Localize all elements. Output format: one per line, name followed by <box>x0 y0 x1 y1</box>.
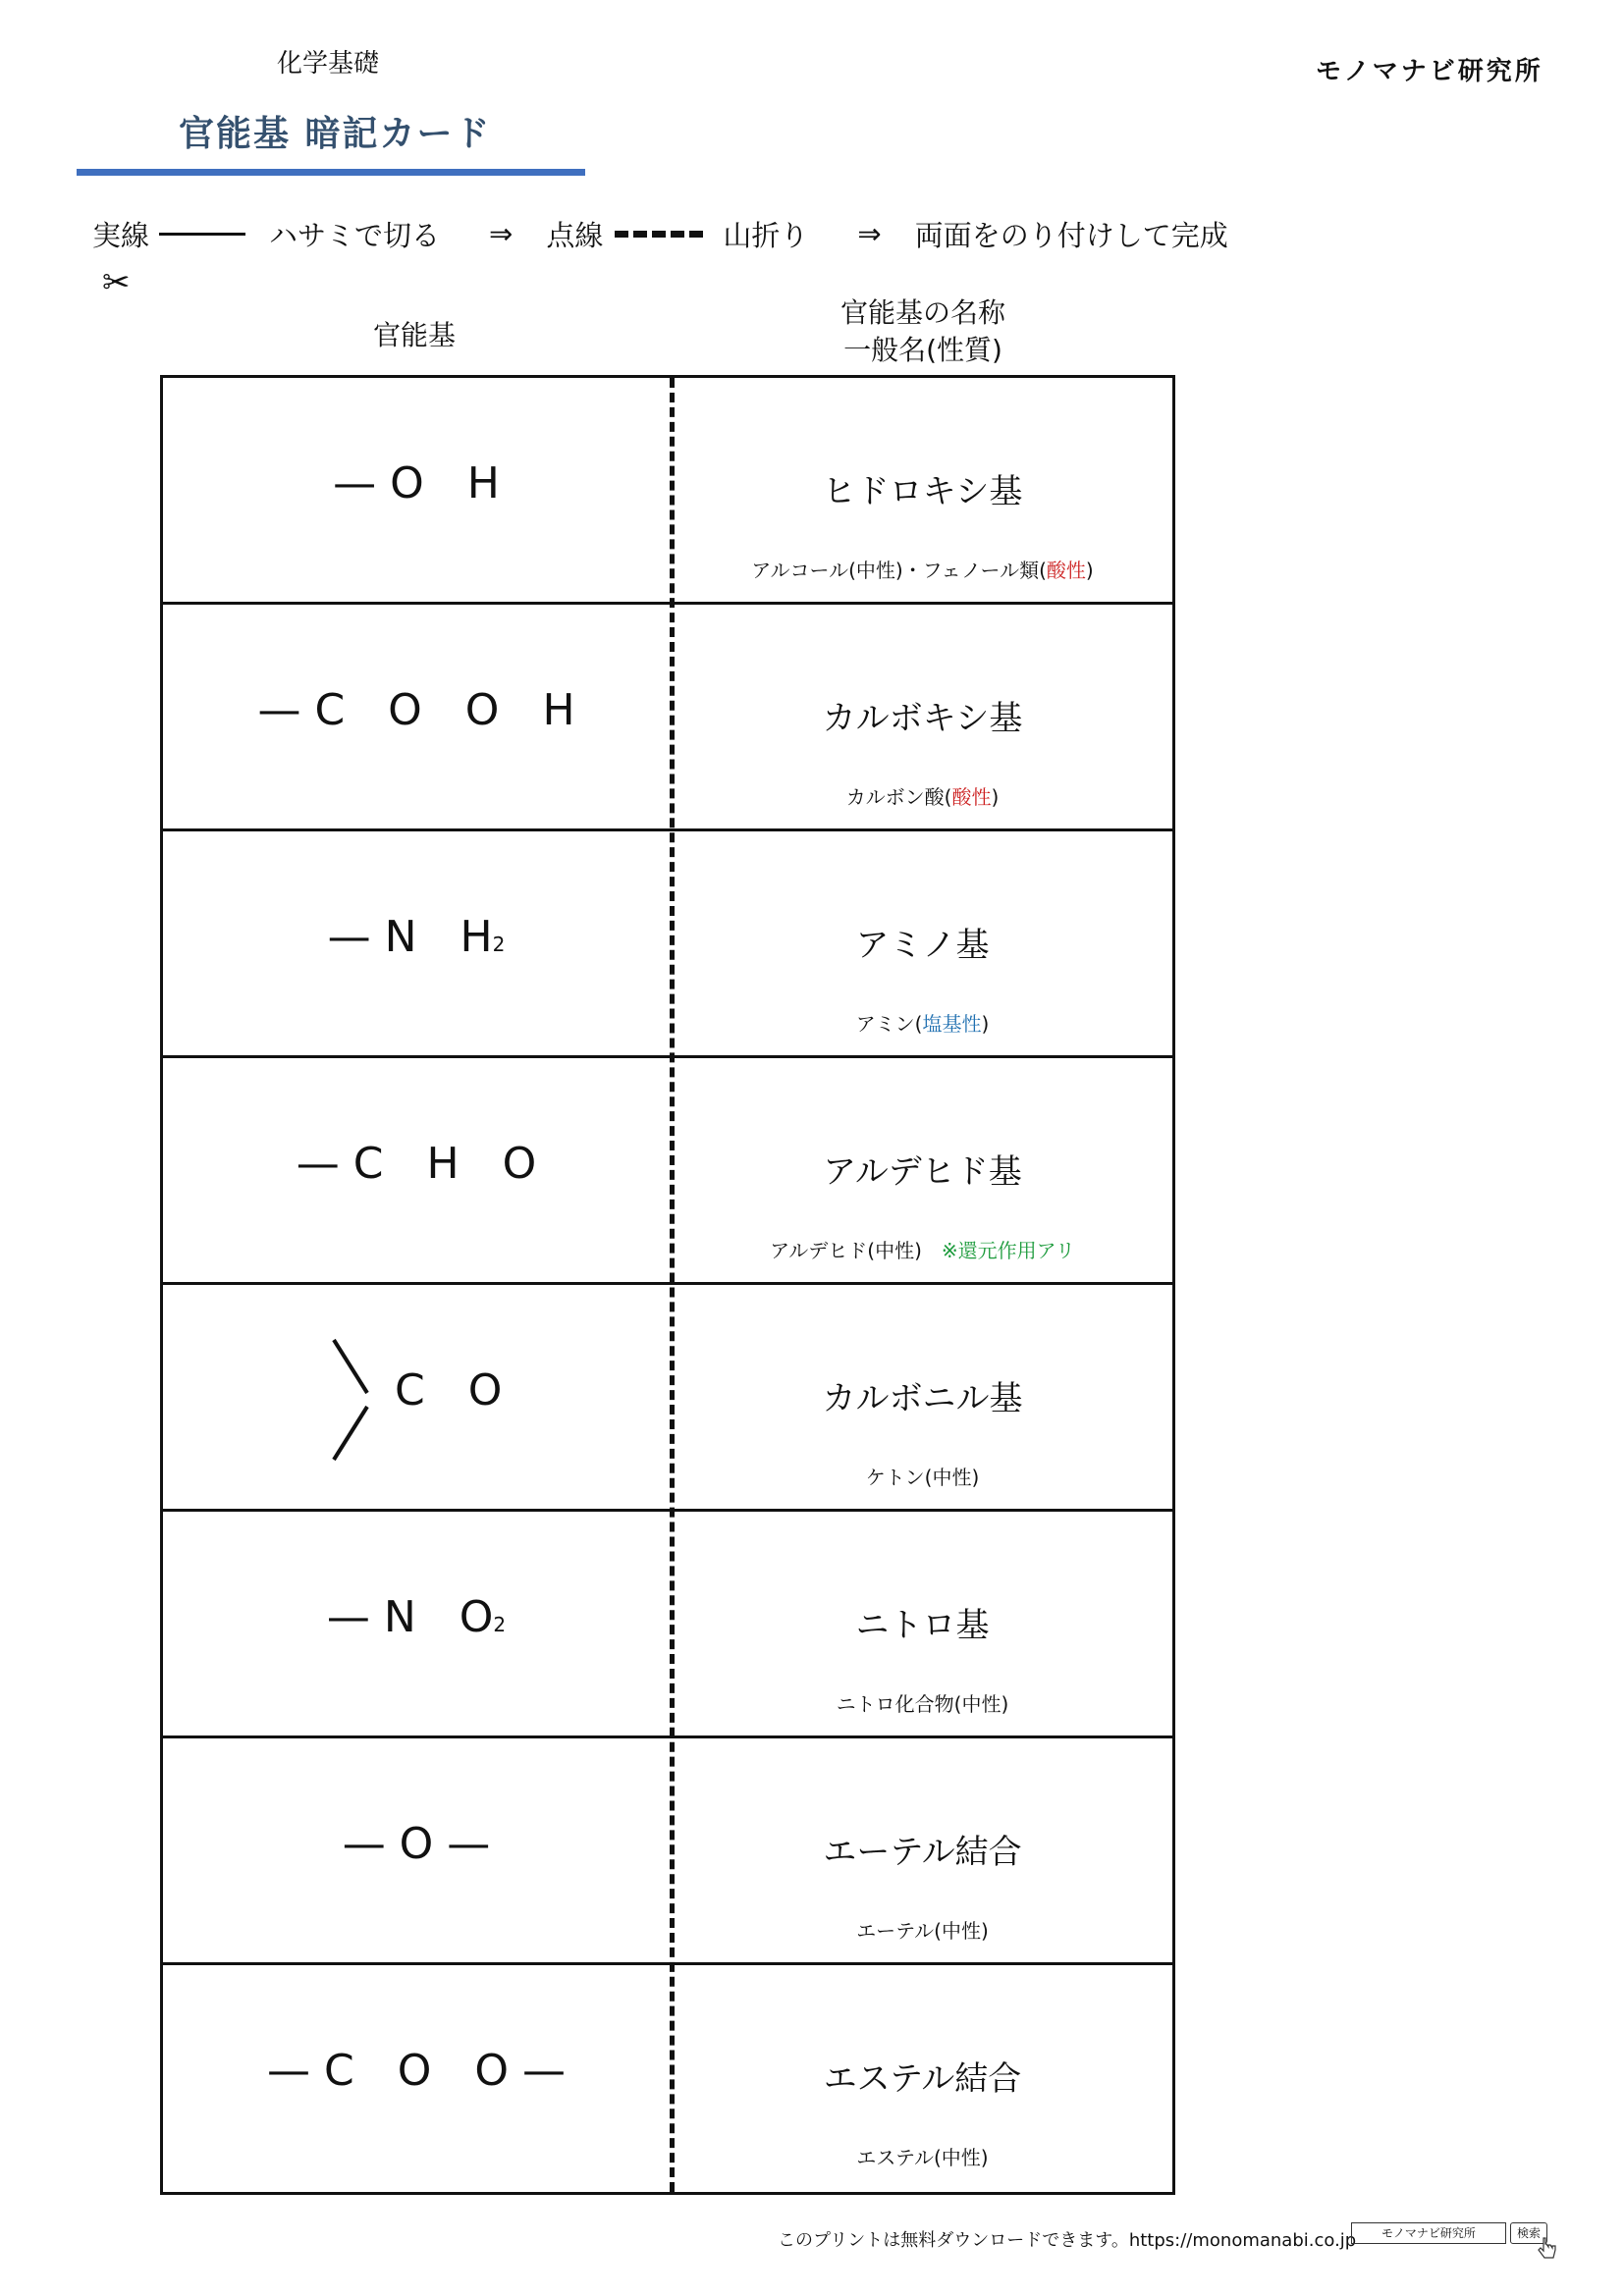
general-name: ケトン(中性) <box>865 1466 980 1489</box>
group-name: アルデヒド基 <box>823 1152 1022 1192</box>
dotted-line-sample <box>615 231 703 238</box>
general-name: ニトロ化合物(中性) <box>836 1692 1009 1716</box>
general-name: エステル(中性) <box>856 2146 989 2169</box>
scissors-icon: ✂ <box>102 263 131 302</box>
card-row <box>163 1738 1172 1965</box>
column-header-functional-group: 官能基 <box>372 319 456 351</box>
formula: — O H <box>333 458 500 508</box>
pointer-cursor-icon <box>1538 2236 1557 2262</box>
column-header-name-line1: 官能基の名称 <box>839 296 1005 329</box>
formula: — N O2 <box>326 1592 507 1642</box>
card-row <box>163 831 1172 1058</box>
general-name: カルボン酸(酸性) <box>845 785 1000 809</box>
solid-line-label: 実線 <box>92 218 150 252</box>
formula: C O <box>395 1365 503 1415</box>
card-row <box>163 1965 1172 2192</box>
group-name: アミノ基 <box>855 926 990 965</box>
group-name: エステル結合 <box>823 2059 1022 2099</box>
title-underline <box>77 169 585 176</box>
brand-logo: モノマナビ研究所 <box>1316 57 1543 86</box>
search-input: モノマナビ研究所 <box>1351 2222 1506 2244</box>
page-title: 官能基 暗記カード <box>179 114 492 154</box>
column-header-name <box>785 294 1060 369</box>
cut-instruction: ハサミで切る <box>269 218 441 252</box>
footer-text: このプリントは無料ダウンロードできます。https://monomanabi.co.jp <box>778 2230 1357 2251</box>
fold-instruction: 山折り <box>723 218 809 252</box>
formula: — N H2 <box>327 912 506 962</box>
card-row <box>163 1512 1172 1738</box>
arrow-icon: ⇒ <box>857 217 882 250</box>
dotted-line-label: 点線 <box>546 218 604 252</box>
general-name: アミン(塩基性) <box>855 1012 990 1036</box>
column-header-name-line2: 一般名(性質) <box>843 334 1002 366</box>
card-row <box>163 1058 1172 1285</box>
card-row <box>163 1285 1172 1512</box>
group-name: カルボキシ基 <box>822 699 1023 738</box>
formula: — C O O — <box>267 2046 566 2096</box>
general-name: エーテル(中性) <box>856 1919 989 1943</box>
general-name: アルデヒド(中性) ※還元作用アリ <box>770 1239 1075 1262</box>
formula: — O — <box>342 1819 491 1869</box>
solid-line-sample <box>159 233 245 236</box>
formula: — C O O H <box>257 685 575 735</box>
card-table <box>160 375 1175 2195</box>
search-button: 検索 <box>1510 2222 1547 2244</box>
group-name: ニトロ基 <box>855 1606 990 1645</box>
general-name: アルコール(中性)・フェノール類(酸性) <box>751 559 1094 582</box>
arrow-icon: ⇒ <box>489 217 514 250</box>
instructions <box>92 214 1228 253</box>
group-name: エーテル結合 <box>823 1833 1022 1872</box>
card-row <box>163 378 1172 605</box>
finish-instruction: 両面をのり付けして完成 <box>914 218 1228 252</box>
card-row <box>163 605 1172 831</box>
subject-label: 化学基礎 <box>277 49 380 79</box>
formula: — C H O <box>296 1139 537 1189</box>
group-name: カルボニル基 <box>822 1379 1023 1418</box>
group-name: ヒドロキシ基 <box>822 472 1023 511</box>
